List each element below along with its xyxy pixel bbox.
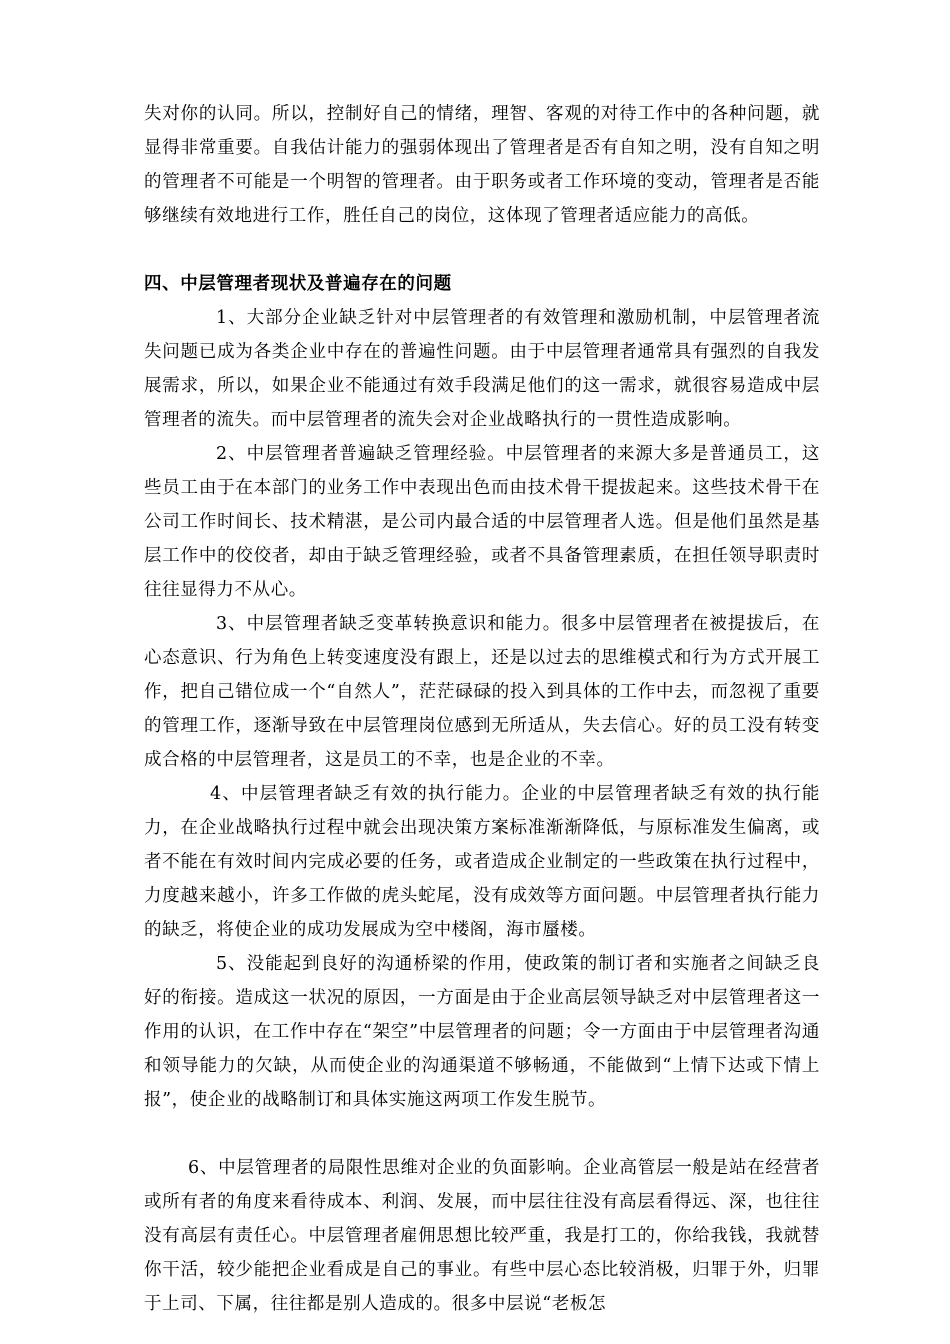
paragraph-item-6: 6、中层管理者的局限性思维对企业的负面影响。企业高管层一般是站在经营者或所有者的角度来看待成本、利润、发展，而中层往往没有高层看得远、深，也往往没有高层有责任心。中层管理者雇佣思想比较严重，我是打工的，你给我钱，我就替你干活，较少能把企业看成是自己的事业。有些中层心态比较消极，归罪于外，归罪于上司、下属，往往都是别人造成的。很多中层说“老板怎 [144,1158,820,1314]
paragraph-continuation: 失对你的认同。所以，控制好自己的情绪，理智、客观的对待工作中的各种问题，就显得非常重要。自我估计能力的强弱体现出了管理者是否有自知之明，没有自知之明的管理者不可能是一个明智的管理者。由于职务或者工作环境的变动，管理者是否能够继续有效地进行工作，胜任自己的岗位，这体现了管理者适应能力的高低。 [144,104,820,226]
paragraph-gap [144,1117,820,1151]
paragraph-item-2: 2、中层管理者普遍缺乏管理经验。中层管理者的来源大多是普通员工，这些员工由于在本部门的业务工作中表现出色而由技术骨干提拔起来。这些技术骨干在公司工作时间长、技术精湛，是公司内最合适的中层管理者人选。但是他们虽然是基层工作中的佼佼者，却由于缺乏管理经验，或者不具备管理素质，在担任领导职责时往往显得力不从心。 [144,444,820,600]
paragraph-item-1: 1、大部分企业缺乏针对中层管理者的有效管理和激励机制，中层管理者流失问题已成为各类企业中存在的普遍性问题。由于中层管理者通常具有强烈的自我发展需求，所以，如果企业不能通过有效手段满足他们的这一需求，就很容易造成中层管理者的流失。而中层管理者的流失会对企业战略执行的一贯性造成影响。 [144,308,820,430]
paragraph-item-3: 3、中层管理者缺乏变革转换意识和能力。很多中层管理者在被提拔后，在心态意识、行为角色上转变速度没有跟上，还是以过去的思维模式和行为方式开展工作，把自己错位成一个“自然人”，茫茫碌碌的投入到具体的工作中去，而忽视了重要的管理工作，逐渐导致在中层管理岗位感到无所适从，失去信心。好的员工没有转变成合格的中层管理者，这是员工的不幸，也是企业的不幸。 [144,614,820,770]
paragraph-item-5: 5、没能起到良好的沟通桥梁的作用，使政策的制订者和实施者之间缺乏良好的衔接。造成这一状况的原因，一方面是由于企业高层领导缺乏对中层管理者这一作用的认识，在工作中存在“架空”中层管理者的问题；令一方面由于中层管理者沟通和领导能力的欠缺，从而使企业的沟通渠道不够畅通，不能做到“上情下达或下情上报”，使企业的战略制订和具体实施这两项工作发生脱节。 [144,954,820,1110]
section-heading: 四、中层管理者现状及普遍存在的问题 [144,274,452,294]
document-body [144,97,820,1321]
paragraph-item-4: 4、中层管理者缺乏有效的执行能力。企业的中层管理者缺乏有效的执行能力，在企业战略执行过程中就会出现决策方案标准渐渐降低，与原标准发生偏离，或者不能在有效时间内完成必要的任务，或者造成企业制定的一些政策在执行过程中，力度越来越小，许多工作做的虎头蛇尾，没有成效等方面问题。中层管理者执行能力的缺乏，将使企业的成功发展成为空中楼阁，海市蜃楼。 [144,784,820,940]
